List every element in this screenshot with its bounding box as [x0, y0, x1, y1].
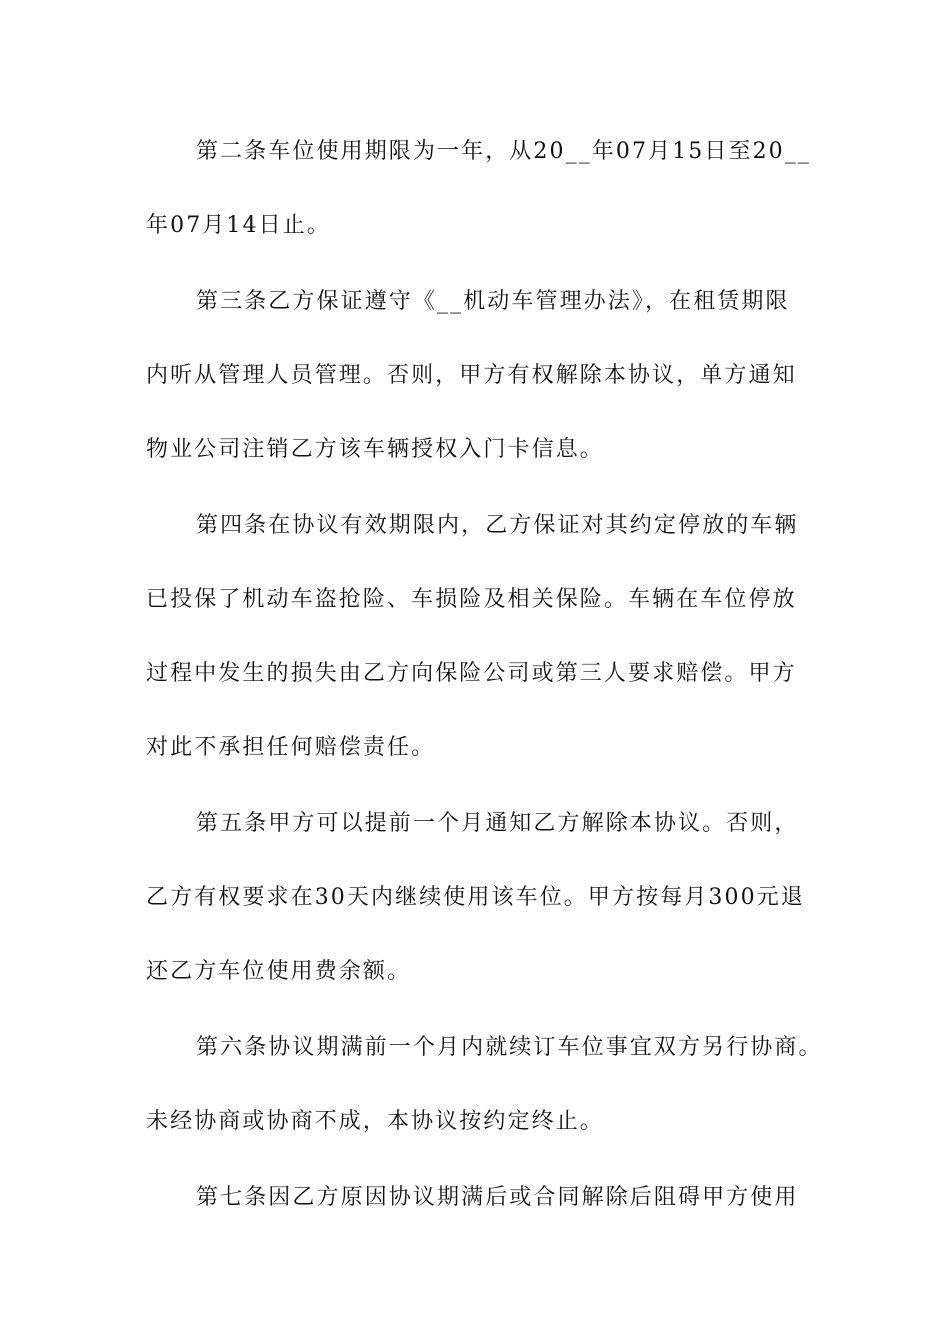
text-line: 第七条因乙方原因协议期满后或合同解除后阻碍甲方使用 [196, 1185, 799, 1210]
text-line: 还乙方车位使用费余额。 [146, 959, 412, 984]
text-line: 第六条协议期满前一个月内就续订车位事宜双方另行协商。 [196, 1035, 823, 1060]
text-line: 年07月14日止。 [146, 213, 331, 238]
text-line: 未经协商或协商不成，本协议按约定终止。 [146, 1109, 604, 1134]
text-line: 第四条在协议有效期限内，乙方保证对其约定停放的车辆 [196, 513, 799, 538]
text-line: 过程中发生的损失由乙方向保险公司或第三人要求赔偿。甲方 [146, 661, 797, 686]
text-line: 第三条乙方保证遵守《__机动车管理办法》，在租赁期限 [196, 289, 790, 314]
text-line: 第二条车位使用期限为一年，从20__年07月15日至20__ [196, 139, 811, 164]
text-line: 已投保了机动车盗抢险、车损险及相关保险。车辆在车位停放 [146, 587, 797, 612]
text-line: 对此不承担任何赔偿责任。 [146, 735, 436, 760]
text-line: 物业公司注销乙方该车辆授权入门卡信息。 [146, 437, 604, 462]
text-line: 第五条甲方可以提前一个月通知乙方解除本协议。否则， [196, 811, 799, 836]
text-line: 乙方有权要求在30天内继续使用该车位。甲方按每月300元退 [146, 885, 805, 910]
text-line: 内听从管理人员管理。否则，甲方有权解除本协议，单方通知 [146, 363, 797, 388]
